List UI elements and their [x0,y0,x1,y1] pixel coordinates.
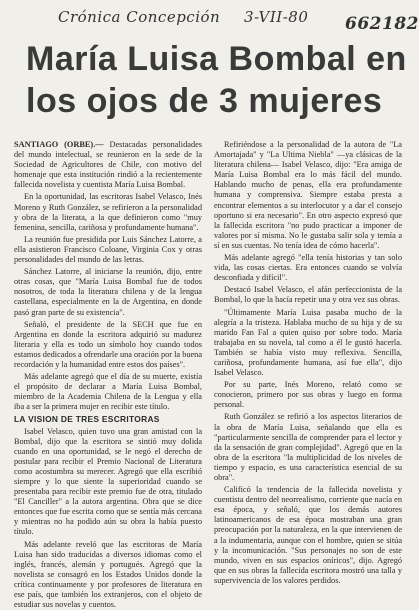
article-paragraph: Isabel Velasco, quien tuvo una gran amistad con la Bombal, dijo que la escritora se sintió muy dolida cuando en una oportunidad, se le negó el derecho de postular para recibir el Premio Nacional de Literatura como acostumbra su merecer. Agregó que ella escribió siempre y lo que siente la superioridad cuando se presentaba para recibir este premio fue de otra, titulado "El Canciller" a la autora argentina. Obra que se dice entonces que fue escrita como que se sentía más cercana y mientras no ha podido aún su obra la había puesto título. [14,426,202,537]
headline-line-2: los ojos de 3 mujeres [26,82,383,120]
article-paragraph: La reunión fue presidida por Luis Sánchez Latorre, a ella asistieron Francisco Coloane, Virginia Cox y otras personalidades del mundo de las letras. [14,234,202,265]
article-paragraph: En la oportunidad, las escritoras Isabel Velasco, Inés Moreno y Ruth González, se refirieron a la personalidad y obra de la literata, a la que definieron como "muy femenina, sencilla, cariñosa y profundamente humana". [14,192,202,232]
section-subheading: LA VISION DE TRES ESCRITORAS [14,414,160,425]
article-paragraph: Más adelante reveló que las escritoras de María Luisa han sido traducidas a diversos idiomas como el inglés, francés, alemán y portugués. Agregó que la novelista se consagró en los Estados Unidos donde la crítica continuamente y por profesores de literatura en ese país, que también los extranjeros, con el objeto de estudiar sus novelas y cuentos. [14,539,202,610]
article-paragraph: Más adelante agregó que el día de su muerte, existía el propósito de declarar a María Luisa Bombal, miembro de la Academia Chilena de la Lengua y ella iba a ser la primera mujer en recibir este título. [14,372,202,412]
handwritten-source-note: Crónica Concepción [58,8,221,26]
article-paragraph [14,140,202,190]
article-paragraph: Ruth González se refirió a los aspectos literarios de la obra de María Luisa, señalando que ella es "particularmente sencilla de comprender para el lector y da la sensación de gran complejidad". Agregó que en la obra de la escritora "la multiplicidad de los niveles de tiempo y espacio, es una característica esencial de su obra". [214,412,402,482]
article-paragraph: Calificó la tendencia de la fallecida novelista y cuentista dentro del neorrealismo, corriente que nacía en esa época, y señaló, que los demás autores latinoamericanos de esa época mostraban una gran preocupación por la naturaleza, en la que intervienen de a la indumentaria, aunque con el hombre, quien se sitúa y la incomunicación. "Sus personajes no son de este mundo, viven en sus espacios oníricos", dijo. Agregó que en sus obras la fallecida escritora mostró una talla y supervivencia de los valores perdidos. [214,485,402,585]
article-paragraph: Señaló, el presidente de la SECH que fue en Argentina en donde la escritora adquirió su madurez literaria y ella es todo un símbolo hoy cuando todos estamos dedicados a ofrendarle una oración por la buena recordación y la humanidad entre estos dos países". [14,319,202,369]
article-paragraph: Por su parte, Inés Moreno, relató como se conocieron, primero por sus obras y luego en forma personal. [214,380,402,410]
article-column-left [14,140,203,610]
headline-line-1: María Luisa Bombal en [26,40,407,78]
paragraph-text: Destacadas personalidades del mundo intelectual, se reunieron en la sede de la Sociedad de Agricultores de Chile, con motivo del homenaje que esta institución rindió a la recientemente fallecida novelista y cuentista María Luisa Bombal. [14,140,203,190]
article-paragraph: Destacó Isabel Velasco, el afán perfeccionista de la Bombal, lo que la hacía repetir una y otra vez sus obras. [214,285,402,305]
article-paragraph: Sánchez Latorre, al iniciarse la reunión, dijo, entre otras cosas, que "María Luisa Bombal fue de todos nosotros, de toda la literatura chilena y de la lengua castellana, especialmente en la de Argentina, en donde pasó gran parte de su existencia". [14,267,202,317]
article-paragraph: Más adelante agregó "ella tenía historias y tan solo vida, las cosas ciertas. Era entonces cuando se volvía desconfiada y difícil". [214,253,402,283]
article-paragraph: Refiriéndose a la personalidad de la autora de "La Amortajada" y "La Ultima Niebla" —ya clásicas de la literatura chilena— Isabel Velasco, dijo: "Era amiga de María Luisa Bombal era lo más fácil del mundo. Hablando mucho de penas, ella era profundamente humana y comprensiva. Siempre estaba presta a encontrar elementos a su interlocutor y a dar el consejo oportuno si era necesario". En otro aspecto expresó que la fallecida escritora "no pudo practicar a imponer de valores por sí misma. No le gustaba salir sola y temía a sí en sus cuentas. No tenía idea de cómo hacerla". [214,140,402,250]
dateline: SANTIAGO (ORBE).— [14,140,104,149]
article-column-right [214,140,402,595]
article-paragraph: "Últimamente María Luisa pasaba mucho de la alegría a la tristeza. Hablaba mucho de su hija y de su marido Fan Fal a quien quiso por sobre todo. María trabajaba en su novela, tal como a él le gustó hacerla. También se había visto muy reflexiva. Sencilla, cariñosa, profundamente humana, así fue ella", dijo Isabel Velasco. [214,307,402,378]
handwritten-date-note: 3-VII-80 [244,8,309,26]
handwritten-catalog-code: 662182 [345,14,419,34]
